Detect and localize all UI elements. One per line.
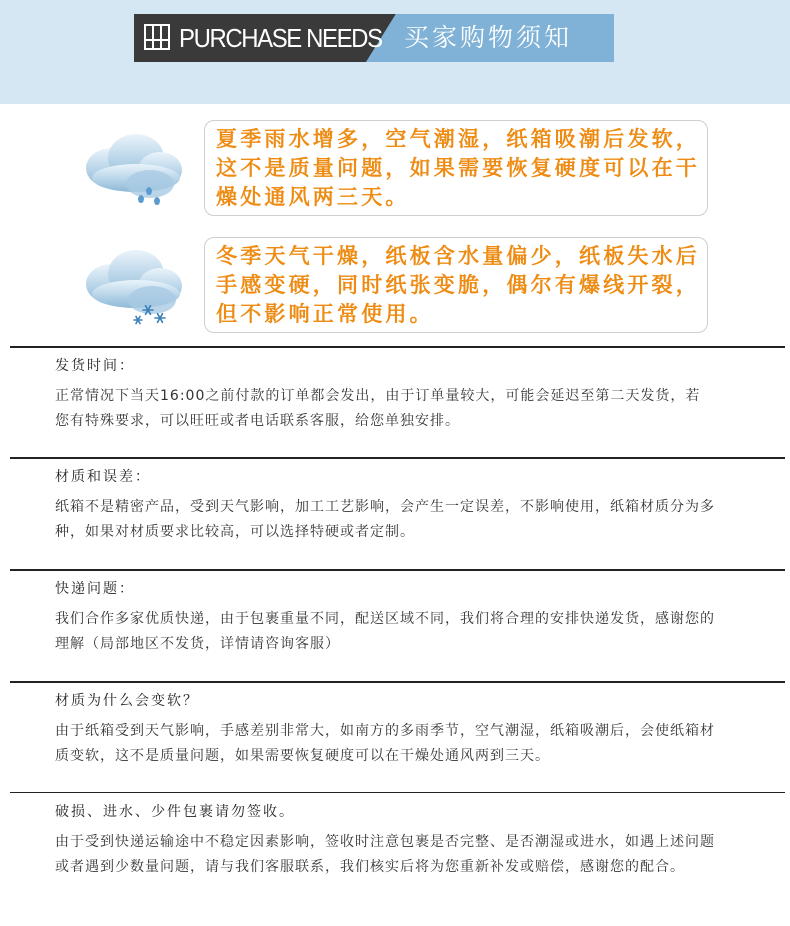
section-title: 快递问题： [55, 581, 135, 597]
section-divider [10, 792, 785, 793]
banner-title-en: PURCHASE NEEDS [179, 23, 382, 53]
section-title: 材质为什么会变软？ [55, 693, 199, 709]
tip-card-winter [204, 237, 708, 333]
snow-cloud-icon [80, 248, 192, 330]
section-title: 发货时间： [55, 358, 135, 374]
section-why-soft [10, 681, 785, 791]
rain-cloud-icon [80, 130, 192, 212]
tip-text-winter: 冬季天气干燥，纸板含水量偏少，纸板失水后手感变硬，同时纸张变脆，偶尔有爆线开裂，但不影响正常使用。 [216, 244, 700, 326]
tip-text-summer: 夏季雨水增多，空气潮湿，纸箱吸潮后发软，这不是质量问题，如果需要恢复硬度可以在干燥处通风两三天。 [216, 127, 700, 209]
section-body: 我们合作多家优质快递，由于包裹重量不同，配送区域不同，我们将合理的安排快递发货，感谢您的理解（局部地区不发货，详情请咨询客服） [55, 611, 715, 652]
section-body: 纸箱不是精密产品，受到天气影响，加工工艺影响，会产生一定误差，不影响使用，纸箱材质分为多种，如果对材质要求比较高，可以选择特硬或者定制。 [55, 499, 715, 540]
section-damage-notice [10, 792, 785, 922]
section-divider [10, 346, 785, 348]
section-body: 由于受到快递运输途中不稳定因素影响，签收时注意包裹是否完整、是否潮湿或进水，如遇上述问题或者遇到少数量问题，请与我们客服联系，我们核实后将为您重新补发或赔偿，感谢您的配合。 [55, 834, 715, 875]
grid-logo-icon [143, 23, 171, 51]
section-divider [10, 569, 785, 571]
section-delivery-issues [10, 569, 785, 679]
section-divider [10, 681, 785, 683]
tip-card-summer [204, 120, 708, 216]
section-shipping-time [10, 346, 785, 456]
section-divider [10, 457, 785, 459]
section-body: 由于纸箱受到天气影响，手感差别非常大，如南方的多雨季节，空气潮湿，纸箱吸潮后，会使纸箱材质变软，这不是质量问题，如果需要恢复硬度可以在干燥处通风两到三天。 [55, 723, 715, 764]
section-title: 破损、进水、少件包裹请勿签收。 [55, 804, 295, 820]
banner-title-cn: 买家购物须知 [404, 23, 573, 52]
section-material-error [10, 457, 785, 567]
section-title: 材质和误差： [55, 469, 151, 485]
section-body: 正常情况下当天16:00之前付款的订单都会发出，由于订单量较大，可能会延迟至第二天发货，若您有特殊要求，可以旺旺或者电话联系客服，给您单独安排。 [55, 388, 701, 429]
purchase-needs-banner [134, 14, 614, 62]
